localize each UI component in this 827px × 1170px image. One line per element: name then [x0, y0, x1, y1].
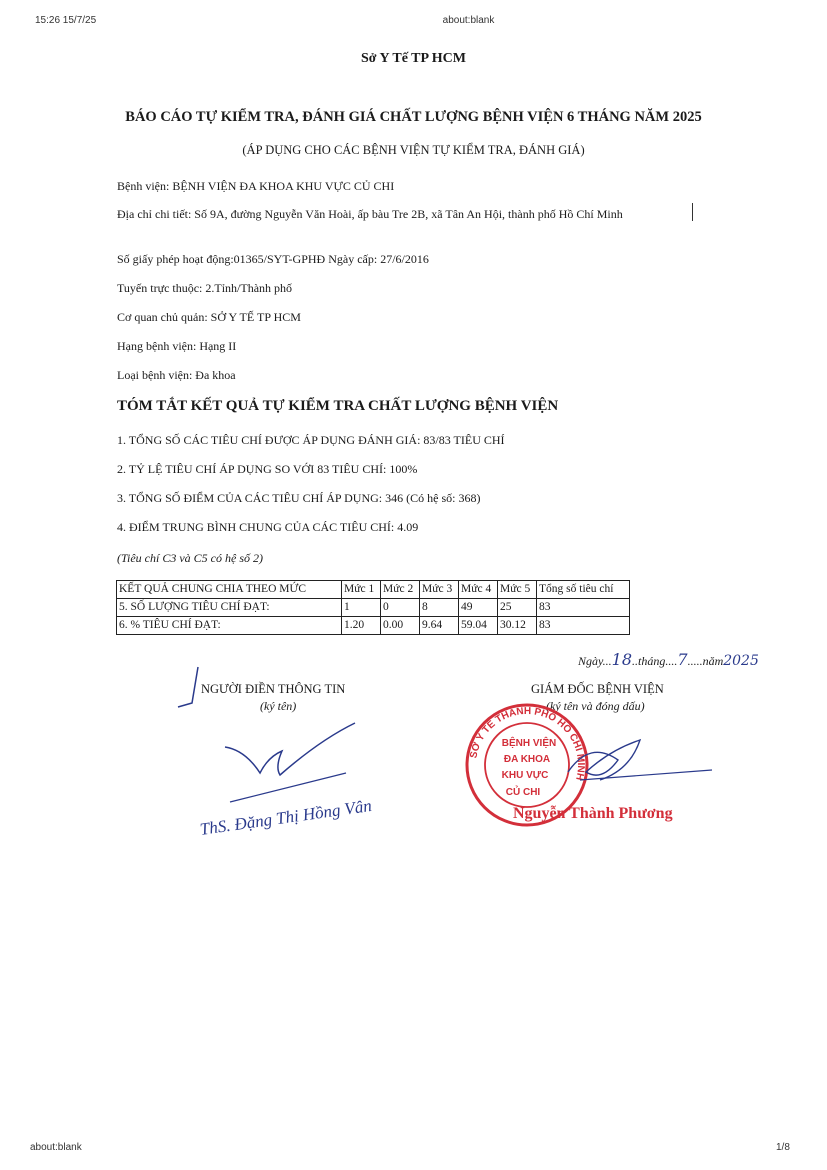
info-level: Tuyến trực thuộc: 2.Tỉnh/Thành phố — [117, 281, 293, 295]
stamp-line-3: KHU VỰC — [501, 770, 549, 781]
info-license: Số giấy phép hoạt động:01365/SYT-GPHĐ Ngày cấp: 27/6/2016 — [117, 252, 429, 266]
table-cell: 25 — [498, 599, 537, 617]
date-year: 2025 — [723, 653, 759, 669]
info-type: Loại bệnh viện: Đa khoa — [117, 368, 236, 382]
print-timestamp: 15:26 15/7/25 — [35, 15, 97, 26]
summary-item-4: 4. ĐIỂM TRUNG BÌNH CHUNG CỦA CÁC TIÊU CHÍ: 4.09 — [117, 520, 419, 534]
print-page-count: 1/8 — [776, 1142, 790, 1153]
info-address: Địa chỉ chi tiết: Số 9A, đường Nguyễn Văn Hoài, ấp bàu Tre 2B, xã Tân An Hội, thành phố Hồ Chí Minh — [117, 207, 623, 221]
results-table — [116, 580, 630, 635]
left-signer-name: ThS. Đặng Thị Hồng Vân — [198, 795, 373, 839]
table-cell: 49 — [459, 599, 498, 617]
table-cell: 1.20 — [342, 617, 381, 635]
table-cell: 8 — [420, 599, 459, 617]
table-cell: 9.64 — [420, 617, 459, 635]
table-cell: 30.12 — [498, 617, 537, 635]
table-cell: 6. % TIÊU CHÍ ĐẠT: — [117, 617, 342, 635]
print-title: about:blank — [442, 15, 495, 26]
summary-item-3: 3. TỔNG SỐ ĐIỂM CỦA CÁC TIÊU CHÍ ÁP DỤNG: 346 (Có hệ số: 368) — [117, 491, 481, 505]
stamp-line-4: CỦ CHI — [505, 787, 541, 798]
summary-item-1: 1. TỔNG SỐ CÁC TIÊU CHÍ ĐƯỢC ÁP DỤNG ĐÁNH GIÁ: 83/83 TIÊU CHÍ — [117, 433, 505, 447]
table-cell: 59.04 — [459, 617, 498, 635]
info-authority: Cơ quan chủ quản: SỞ Y TẾ TP HCM — [117, 310, 301, 324]
table-header-cell: Mức 4 — [459, 581, 498, 599]
table-row — [117, 599, 630, 617]
stamp-ring-text: SỞ Y TẾ THÀNH PHỐ HỒ CHÍ MINH — [468, 705, 587, 782]
table-header-cell: Mức 1 — [342, 581, 381, 599]
table-header-cell: Tổng số tiêu chí — [537, 581, 630, 599]
margin-mark — [692, 203, 693, 221]
date-line: Ngày...18..tháng....7.....năm2025 — [578, 650, 759, 669]
stamp-line-1: BỆNH VIỆN — [501, 738, 557, 749]
date-ngay-label: Ngày — [578, 654, 603, 668]
right-signer-name: Nguyễn Thành Phương — [513, 805, 673, 822]
table-cell: 0.00 — [381, 617, 420, 635]
agency-name: Sở Y Tế TP HCM — [361, 51, 466, 66]
table-header-cell: Mức 2 — [381, 581, 420, 599]
right-signer-role: GIÁM ĐỐC BỆNH VIỆN — [531, 682, 664, 696]
report-title: BÁO CÁO TỰ KIỂM TRA, ĐÁNH GIÁ CHẤT LƯỢNG BỆNH VIỆN 6 THÁNG NĂM 2025 — [125, 109, 702, 125]
table-row — [117, 617, 630, 635]
stamp-line-2: ĐA KHOA — [503, 754, 551, 765]
info-rank: Hạng bệnh viện: Hạng II — [117, 339, 237, 353]
summary-item-2: 2. TỶ LỆ TIÊU CHÍ ÁP DỤNG SO VỚI 83 TIÊU CHÍ: 100% — [117, 462, 418, 476]
info-hospital: Bệnh viện: BỆNH VIỆN ĐA KHOA KHU VỰC CỦ CHI — [117, 179, 395, 193]
date-thang-label: tháng — [638, 654, 666, 668]
summary-heading: TÓM TẮT KẾT QUẢ TỰ KIỂM TRA CHẤT LƯỢNG BỆNH VIỆN — [117, 398, 559, 414]
right-signature — [560, 730, 720, 800]
table-cell: 1 — [342, 599, 381, 617]
table-cell: 83 — [537, 599, 630, 617]
left-signer-instruction: (ký tên) — [260, 699, 297, 713]
table-cell: 0 — [381, 599, 420, 617]
table-header-cell: Mức 5 — [498, 581, 537, 599]
date-nam-label: năm — [702, 654, 724, 668]
right-signer-instruction: (ký tên và đóng dấu) — [546, 699, 645, 713]
date-month: 7 — [677, 650, 688, 669]
table-header-cell: Mức 3 — [420, 581, 459, 599]
table-header-cell: KẾT QUẢ CHUNG CHIA THEO MỨC — [117, 581, 342, 599]
coefficient-note: (Tiêu chí C3 và C5 có hệ số 2) — [117, 551, 263, 565]
left-signer-role: NGƯỜI ĐIỀN THÔNG TIN — [201, 682, 346, 696]
table-cell: 83 — [537, 617, 630, 635]
print-footer-url: about:blank — [30, 1142, 82, 1153]
report-subtitle: (ÁP DỤNG CHO CÁC BỆNH VIỆN TỰ KIỂM TRA, ĐÁNH GIÁ) — [242, 143, 585, 157]
left-signature — [170, 655, 410, 815]
table-header-row — [117, 581, 630, 599]
date-day: 18 — [611, 650, 633, 669]
table-cell: 5. SỐ LƯỢNG TIÊU CHÍ ĐẠT: — [117, 599, 342, 617]
